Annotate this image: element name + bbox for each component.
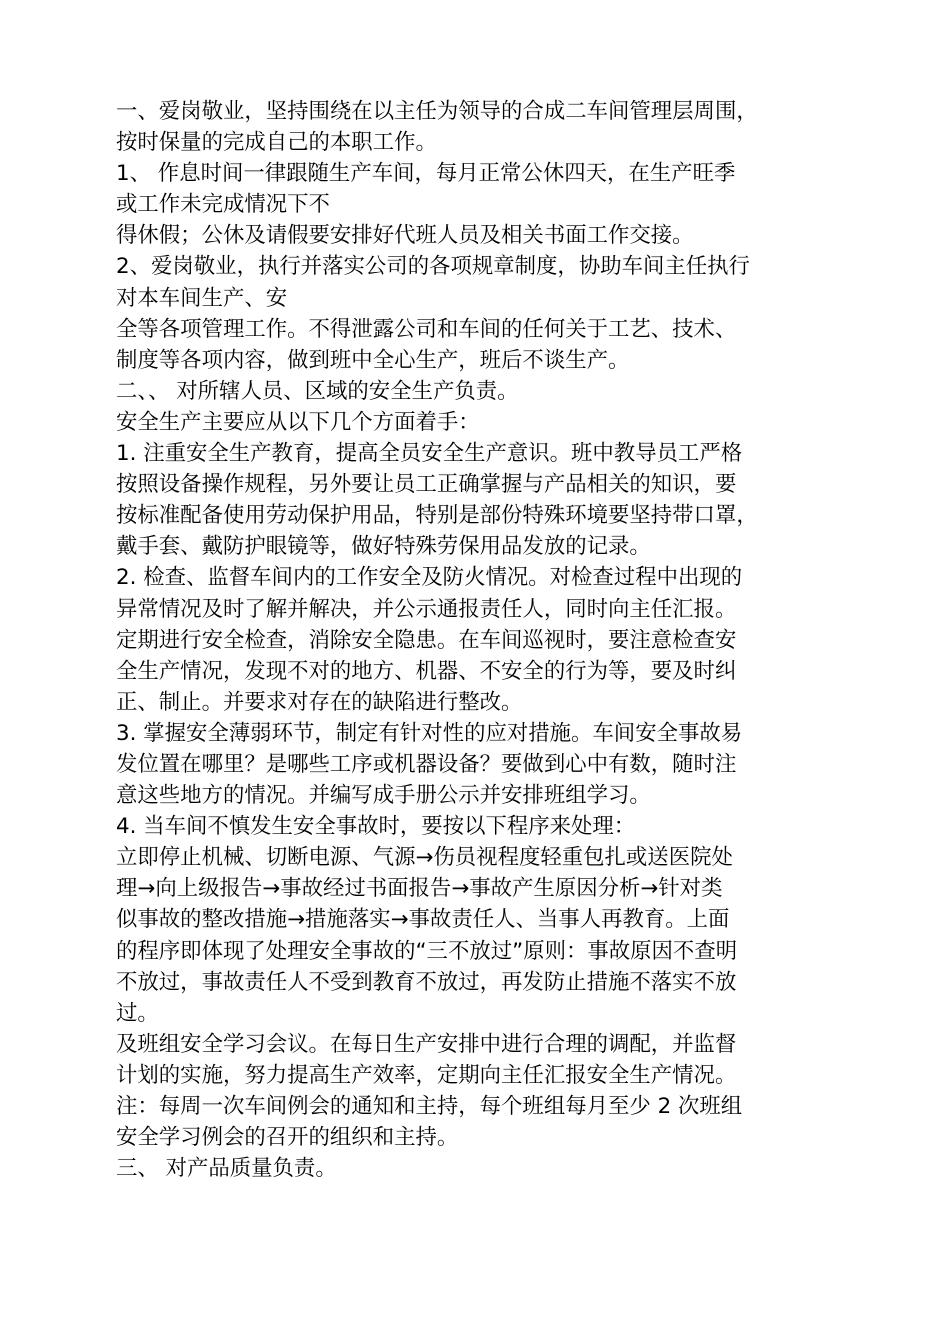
text-line: 发位置在哪里？是哪些工序或机器设备？要做到心中有数，随时注 bbox=[116, 751, 737, 777]
text-line: 按照设备操作规程，另外要让员工正确掌握与产品相关的知识，要 bbox=[116, 472, 737, 498]
text-line: 及班组安全学习会议。在每日生产安排中进行合理的调配，并监督 bbox=[116, 1031, 737, 1057]
text-line: 安全学习例会的召开的组织和主持。 bbox=[116, 1125, 459, 1151]
text-line: 戴手套、戴防护眼镜等，做好特殊劳保用品发放的记录。 bbox=[116, 534, 651, 560]
text-line: 按时保量的完成自己的本职工作。 bbox=[116, 130, 437, 156]
text-line: 3. 掌握安全薄弱环节，制定有针对性的应对措施。车间安全事故易 bbox=[116, 720, 743, 746]
text-line: 2、爱岗敬业，执行并落实公司的各项规章制度，协助车间主任执行 bbox=[116, 254, 750, 280]
text-line: 2. 检查、监督车间内的工作安全及防火情况。对检查过程中出现的 bbox=[116, 565, 743, 591]
document-body bbox=[116, 96, 836, 1184]
text-line: 得休假；公休及请假要安排好代班人员及相关书面工作交接。 bbox=[116, 223, 694, 249]
text-line: 计划的实施，努力提高生产效率，定期向主任汇报安全生产情况。 bbox=[116, 1062, 737, 1088]
text-line: 或工作未完成情况下不 bbox=[116, 192, 330, 218]
text-line: 一、爱岗敬业，坚持围绕在以主任为领导的合成二车间管理层周围， bbox=[116, 99, 758, 124]
text-line: 定期进行安全检查，消除安全隐患。在车间巡视时，要注意检查安 bbox=[116, 627, 737, 653]
text-line: 正、制止。并要求对存在的缺陷进行整改。 bbox=[116, 689, 523, 715]
text-line: 注：每周一次车间例会的通知和主持，每个班组每月至少 2 次班组 bbox=[116, 1094, 743, 1119]
text-line: 安全生产主要应从以下几个方面着手： bbox=[116, 409, 480, 435]
text-line: 过。 bbox=[116, 1000, 159, 1026]
text-line: 对本车间生产、安 bbox=[116, 285, 288, 311]
text-line: 全等各项管理工作。不得泄露公司和车间的任何关于工艺、技术、 bbox=[116, 316, 737, 342]
text-line: 意这些地方的情况。并编写成手册公示并安排班组学习。 bbox=[116, 783, 651, 809]
text-line: 理→向上级报告→事故经过书面报告→事故产生原因分析→针对类 bbox=[116, 876, 723, 902]
text-line: 1、 作息时间一律跟随生产车间，每月正常公休四天，在生产旺季 bbox=[116, 161, 736, 187]
text-line: 异常情况及时了解并解决，并公示通报责任人，同时向主任汇报。 bbox=[116, 596, 737, 622]
text-line: 不放过，事故责任人不受到教育不放过，再发防止措施不落实不放 bbox=[116, 969, 737, 995]
text-line: 全生产情况，发现不对的地方、机器、不安全的行为等，要及时纠 bbox=[116, 658, 737, 684]
text-line: 二、、 对所辖人员、区域的安全生产负责。 bbox=[116, 378, 519, 404]
text-line: 1. 注重安全生产教育，提高全员安全生产意识。班中教导员工严格 bbox=[116, 441, 743, 467]
text-line: 制度等各项内容，做到班中全心生产，班后不谈生产。 bbox=[116, 347, 630, 373]
text-line: 三、 对产品质量负责。 bbox=[116, 1156, 337, 1182]
text-line: 4. 当车间不慎发生安全事故时，要按以下程序来处理： bbox=[116, 814, 636, 840]
text-line: 似事故的整改措施→措施落实→事故责任人、当事人再教育。上面 bbox=[116, 907, 730, 933]
text-line: 按标准配备使用劳动保护用品，特别是部份特殊环境要坚持带口罩， bbox=[116, 503, 758, 529]
text-line: 立即停止机械、切断电源、气源→伤员视程度轻重包扎或送医院处 bbox=[116, 845, 733, 871]
text-line: 的程序即体现了处理安全事故的“三不放过”原则：事故原因不查明 bbox=[116, 938, 738, 964]
